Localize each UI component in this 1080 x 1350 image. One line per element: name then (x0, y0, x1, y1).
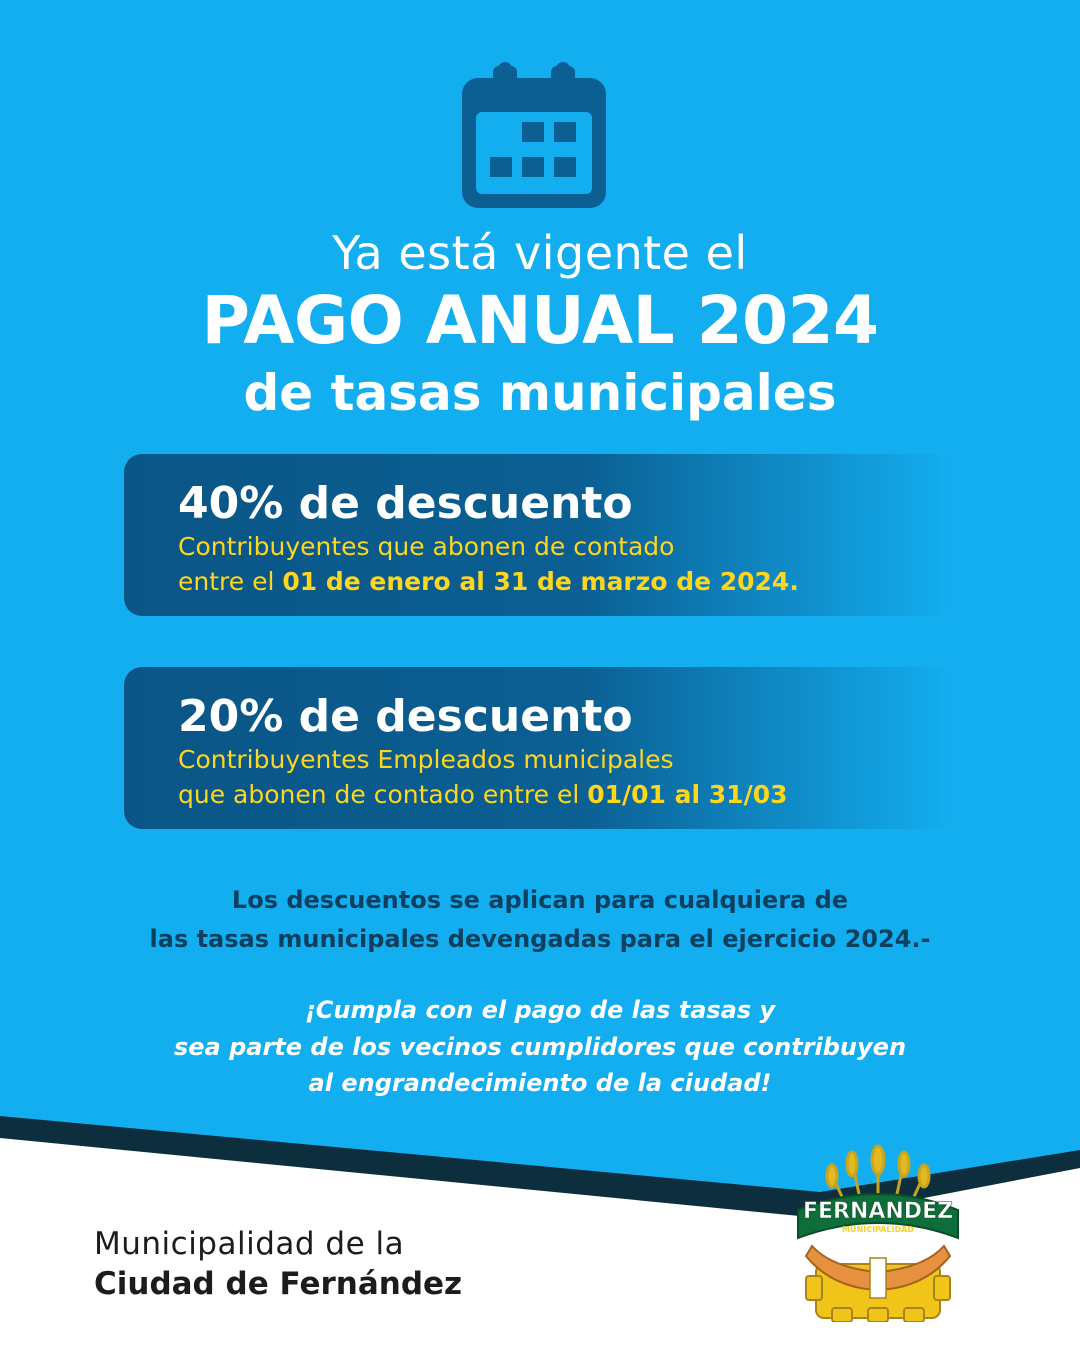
discount-dates-prefix: que abonen de contado entre el (178, 780, 588, 809)
headline-intro: Ya está vigente el (332, 226, 748, 280)
discount-line: Contribuyentes Empleados municipales (178, 745, 674, 774)
footer-municipality: Municipalidad de la (94, 1226, 405, 1262)
footer-city: Ciudad de Fernández (94, 1266, 463, 1302)
discount-line: Contribuyentes que abonen de contado (178, 532, 675, 561)
discount-dates: 01/01 al 31/03 (587, 780, 788, 809)
slogan-line-1: ¡Cumpla con el pago de las tasas y (304, 996, 776, 1024)
discount-title: 20% de descuento (178, 691, 633, 742)
seal-name: FERNANDEZ (802, 1199, 954, 1224)
headline-subtitle: de tasas municipales (243, 364, 837, 422)
discount-dates: 01 de enero al 31 de marzo de 2024. (282, 567, 799, 596)
seal-subtitle: MUNICIPALIDAD (842, 1225, 914, 1234)
discount-title: 40% de descuento (178, 478, 633, 529)
headline-title: PAGO ANUAL 2024 (201, 282, 879, 359)
slogan-line-3: al engrandecimiento de la ciudad! (308, 1069, 772, 1097)
slogan-line-2: sea parte de los vecinos cumplidores que contribuyen (173, 1033, 907, 1061)
discount-dates-prefix: entre el (178, 567, 283, 596)
note-line-1: Los descuentos se aplican para cualquiera de (231, 886, 849, 914)
municipal-seal-icon (792, 1138, 964, 1322)
note-line-2: las tasas municipales devengadas para el ejercicio 2024.- (149, 925, 931, 953)
